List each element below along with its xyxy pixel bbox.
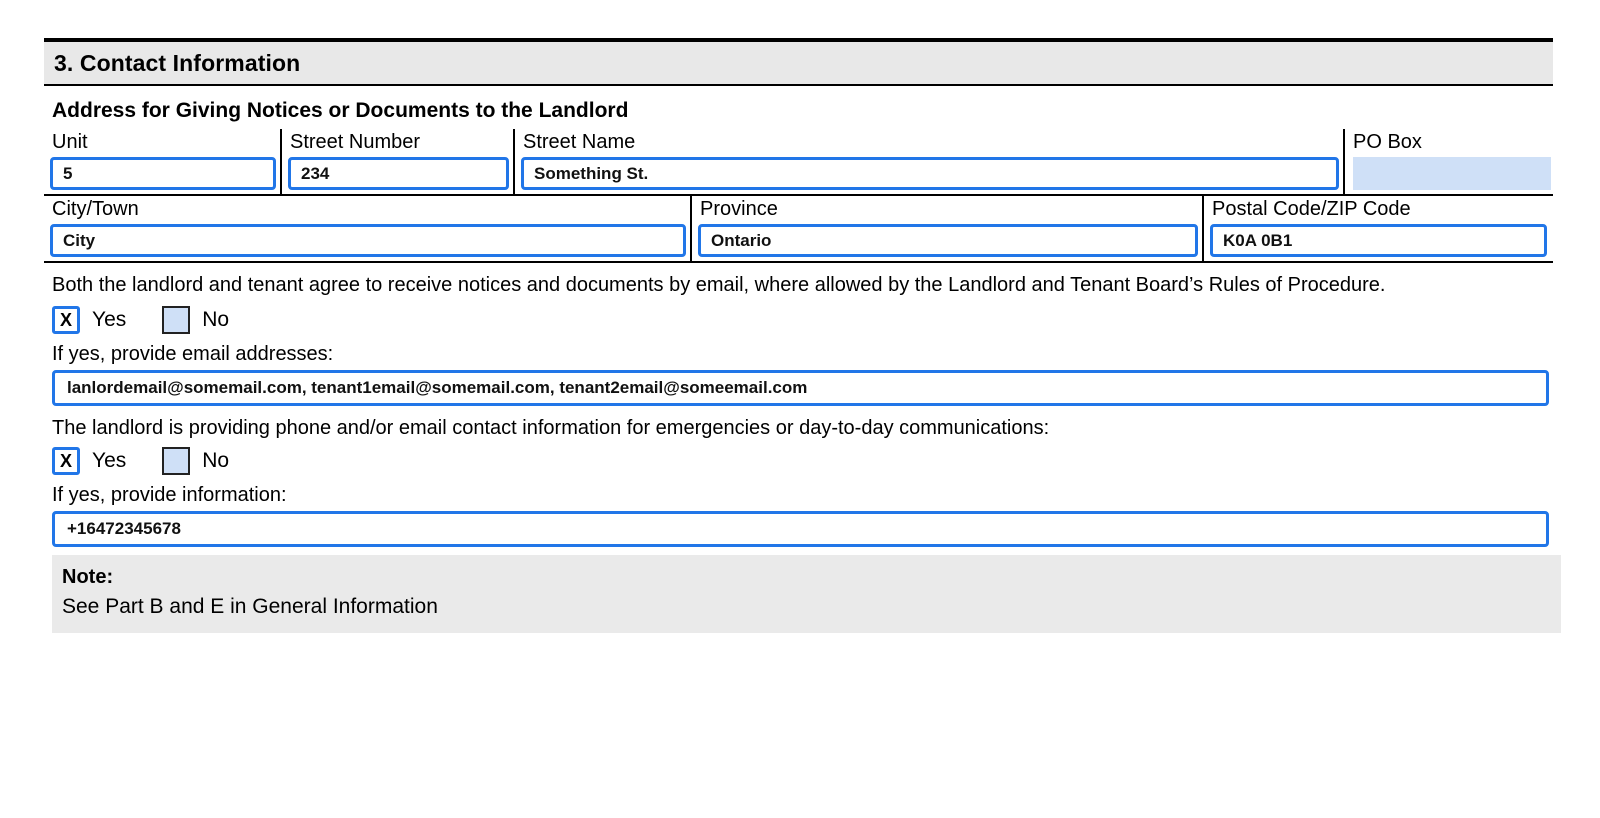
field-po-box xyxy=(1343,129,1551,194)
field-po-box-label: PO Box xyxy=(1353,131,1422,153)
field-street-name-label: Street Name xyxy=(523,131,636,153)
email-consent-choices xyxy=(44,300,1553,336)
email-addresses-prompt: If yes, provide email addresses: xyxy=(52,343,334,365)
field-province-label: Province xyxy=(700,198,778,220)
contact-info-yes-label: Yes xyxy=(92,449,127,472)
field-street-name xyxy=(513,129,1343,194)
email-consent-no-label: No xyxy=(202,308,230,331)
contact-info-no-checkbox[interactable] xyxy=(162,447,190,475)
section-header xyxy=(44,38,1553,86)
city-input[interactable]: City xyxy=(50,224,686,257)
email-consent-no-checkbox[interactable] xyxy=(162,306,190,334)
postal-code-input[interactable]: K0A 0B1 xyxy=(1210,224,1547,257)
email-consent-yes-label: Yes xyxy=(92,308,127,331)
po-box-input[interactable] xyxy=(1353,157,1551,190)
field-province xyxy=(690,196,1202,261)
contact-info-paragraph: The landlord is providing phone and/or email contact information for emergencies or day-to-day communications: xyxy=(52,417,1050,439)
field-street-number xyxy=(280,129,513,194)
address-row-2 xyxy=(44,196,1553,263)
street-number-input[interactable]: 234 xyxy=(288,157,509,190)
unit-input[interactable]: 5 xyxy=(50,157,276,190)
email-consent-paragraph: Both the landlord and tenant agree to receive notices and documents by email, where allowed by the Landlord and Tenant Board’s Rules of Procedure. xyxy=(52,274,1386,296)
field-city xyxy=(44,196,690,261)
section-title: 3. Contact Information xyxy=(54,49,301,76)
street-name-input[interactable]: Something St. xyxy=(521,157,1339,190)
email-consent-yes-checkbox[interactable]: X xyxy=(52,306,80,334)
contact-info-choices xyxy=(44,443,1553,477)
contact-info-input[interactable]: +16472345678 xyxy=(52,511,1549,547)
note-block xyxy=(52,555,1561,633)
field-city-label: City/Town xyxy=(52,198,139,220)
field-street-number-label: Street Number xyxy=(290,131,421,153)
email-addresses-input[interactable]: lanlordemail@somemail.com, tenant1email@somemail.com, tenant2email@someemail.com xyxy=(52,370,1549,406)
field-postal-code xyxy=(1202,196,1551,261)
contact-info-yes-checkbox[interactable]: X xyxy=(52,447,80,475)
field-postal-code-label: Postal Code/ZIP Code xyxy=(1212,198,1411,220)
province-input[interactable]: Ontario xyxy=(698,224,1198,257)
field-unit xyxy=(44,129,280,194)
note-title: Note: xyxy=(62,566,114,588)
form-content xyxy=(44,38,1553,633)
address-subheading: Address for Giving Notices or Documents to the Landlord xyxy=(52,99,629,122)
note-body: See Part B and E in General Information xyxy=(62,595,438,618)
contact-info-no-label: No xyxy=(202,449,230,472)
contact-info-prompt: If yes, provide information: xyxy=(52,484,287,506)
field-unit-label: Unit xyxy=(52,131,88,153)
address-row-1 xyxy=(44,129,1553,196)
